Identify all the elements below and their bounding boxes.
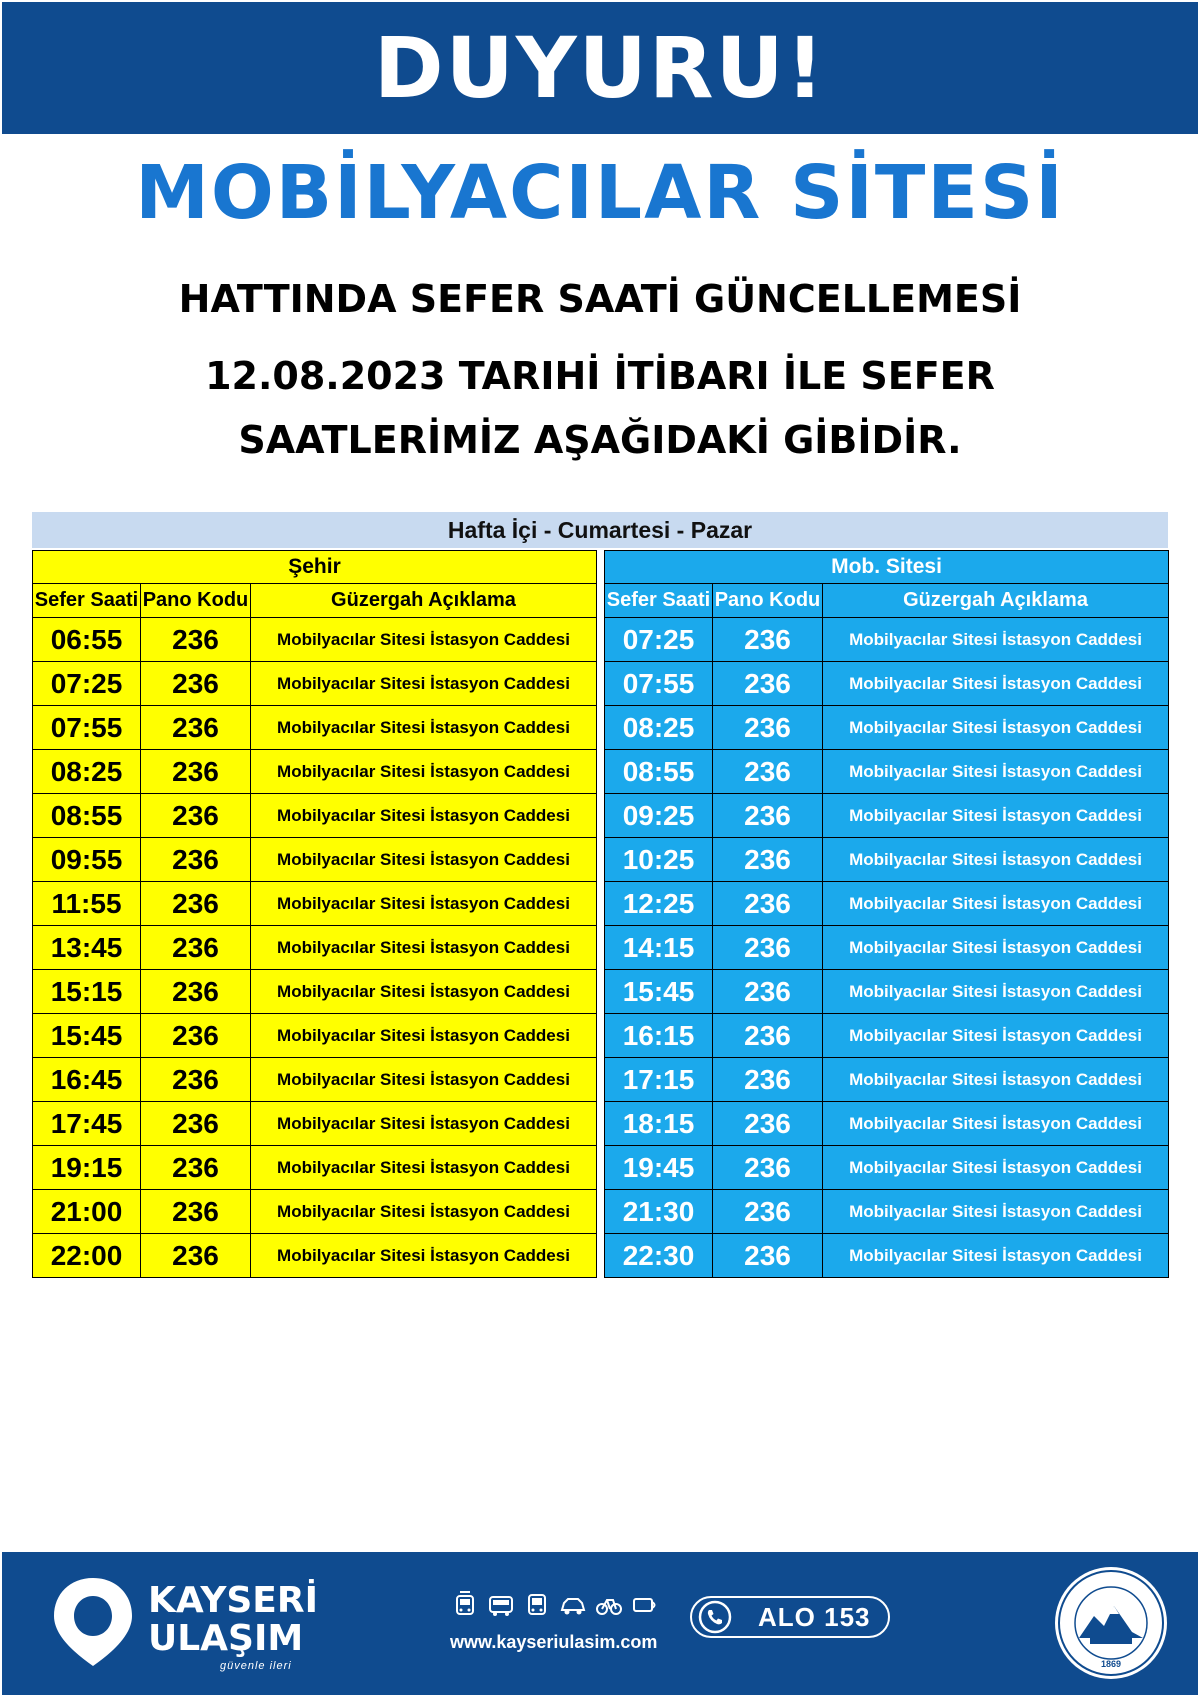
notice-line-1: HATTINDA SEFER SAATİ GÜNCELLEMESİ — [178, 277, 1022, 321]
location-pin-logo-icon — [48, 1574, 138, 1670]
board-code-cell: 236 — [713, 1058, 823, 1102]
route-description-cell: Mobilyacılar Sitesi İstasyon Caddesi — [251, 1234, 597, 1278]
route-description-cell: Mobilyacılar Sitesi İstasyon Caddesi — [251, 706, 597, 750]
board-code-cell: 236 — [141, 970, 251, 1014]
table-row — [605, 838, 1169, 882]
route-description-cell: Mobilyacılar Sitesi İstasyon Caddesi — [823, 1234, 1169, 1278]
trip-time-cell: 19:15 — [33, 1146, 141, 1190]
website-url[interactable]: www.kayseriulasim.com — [450, 1632, 658, 1652]
bus-front-icon — [522, 1590, 552, 1620]
table-row — [33, 1102, 597, 1146]
board-code-cell: 236 — [713, 662, 823, 706]
car-icon — [558, 1590, 588, 1620]
card-icon — [630, 1590, 660, 1620]
trip-time-cell: 22:00 — [33, 1234, 141, 1278]
board-code-cell: 236 — [141, 838, 251, 882]
table-row — [605, 1058, 1169, 1102]
board-code-cell: 236 — [141, 706, 251, 750]
table-row — [33, 882, 597, 926]
table-row — [605, 794, 1169, 838]
table-row — [605, 970, 1169, 1014]
board-code-cell: 236 — [713, 1234, 823, 1278]
trip-time-cell: 08:55 — [605, 750, 713, 794]
column-header-code: Pano Kodu — [713, 584, 823, 618]
column-header-route: Güzergah Açıklama — [251, 584, 597, 618]
table-row — [33, 1058, 597, 1102]
board-code-cell: 236 — [141, 618, 251, 662]
table-row — [605, 618, 1169, 662]
bicycle-icon — [594, 1590, 624, 1620]
transport-icons — [450, 1590, 660, 1626]
route-description-cell: Mobilyacılar Sitesi İstasyon Caddesi — [251, 1058, 597, 1102]
board-code-cell: 236 — [713, 1146, 823, 1190]
trip-time-cell: 17:15 — [605, 1058, 713, 1102]
trip-time-cell: 08:25 — [33, 750, 141, 794]
route-description-cell: Mobilyacılar Sitesi İstasyon Caddesi — [823, 1058, 1169, 1102]
brand-tagline: güvenle ileri — [220, 1660, 292, 1672]
route-description-cell: Mobilyacılar Sitesi İstasyon Caddesi — [251, 794, 597, 838]
route-description-cell: Mobilyacılar Sitesi İstasyon Caddesi — [823, 970, 1169, 1014]
board-code-cell: 236 — [713, 1102, 823, 1146]
table-row — [33, 1234, 597, 1278]
trip-time-cell: 10:25 — [605, 838, 713, 882]
board-code-cell: 236 — [713, 926, 823, 970]
route-description-cell: Mobilyacılar Sitesi İstasyon Caddesi — [823, 1102, 1169, 1146]
route-description-cell: Mobilyacılar Sitesi İstasyon Caddesi — [251, 1146, 597, 1190]
trip-time-cell: 18:15 — [605, 1102, 713, 1146]
route-description-cell: Mobilyacılar Sitesi İstasyon Caddesi — [823, 926, 1169, 970]
board-code-cell: 236 — [141, 1058, 251, 1102]
footer-bar — [2, 1552, 1198, 1695]
schedule-rows — [605, 618, 1169, 1278]
trip-time-cell: 11:55 — [33, 882, 141, 926]
board-code-cell: 236 — [141, 882, 251, 926]
table-row — [33, 662, 597, 706]
schedule-group-mob-sitesi — [604, 550, 1168, 1278]
group-title: Mob. Sitesi — [605, 551, 1169, 584]
table-row — [605, 1190, 1169, 1234]
table-row — [33, 970, 597, 1014]
board-code-cell: 236 — [713, 838, 823, 882]
seal-year: 1869 — [1100, 1659, 1122, 1669]
route-description-cell: Mobilyacılar Sitesi İstasyon Caddesi — [823, 882, 1169, 926]
table-row — [605, 662, 1169, 706]
table-row — [33, 750, 597, 794]
trip-time-cell: 21:30 — [605, 1190, 713, 1234]
table-row — [33, 1014, 597, 1058]
board-code-cell: 236 — [141, 1014, 251, 1058]
board-code-cell: 236 — [713, 706, 823, 750]
trip-time-cell: 14:15 — [605, 926, 713, 970]
notice-line-3: SAATLERİMİZ AŞAĞIDAKİ GİBİDİR. — [238, 418, 962, 462]
trip-time-cell: 09:25 — [605, 794, 713, 838]
board-code-cell: 236 — [713, 618, 823, 662]
table-row — [605, 1102, 1169, 1146]
hotline-badge[interactable] — [690, 1596, 890, 1638]
trip-time-cell: 22:30 — [605, 1234, 713, 1278]
banner-title: DUYURU! — [373, 19, 827, 117]
board-code-cell: 236 — [141, 794, 251, 838]
municipality-seal-icon — [1052, 1564, 1170, 1682]
trip-time-cell: 15:15 — [33, 970, 141, 1014]
brand-name-line-1: KAYSERİ — [148, 1580, 319, 1621]
table-row — [605, 926, 1169, 970]
route-description-cell: Mobilyacılar Sitesi İstasyon Caddesi — [823, 1146, 1169, 1190]
route-description-cell: Mobilyacılar Sitesi İstasyon Caddesi — [823, 706, 1169, 750]
board-code-cell: 236 — [141, 1102, 251, 1146]
trip-time-cell: 07:25 — [605, 618, 713, 662]
table-row — [33, 706, 597, 750]
group-title: Şehir — [33, 551, 597, 584]
table-row — [605, 1146, 1169, 1190]
tram-icon — [450, 1590, 480, 1620]
route-description-cell: Mobilyacılar Sitesi İstasyon Caddesi — [251, 1190, 597, 1234]
notice-line-2: 12.08.2023 TARIHİ İTİBARI İLE SEFER — [205, 354, 995, 398]
board-code-cell: 236 — [141, 1234, 251, 1278]
table-row — [33, 618, 597, 662]
route-description-cell: Mobilyacılar Sitesi İstasyon Caddesi — [251, 926, 597, 970]
route-description-cell: Mobilyacılar Sitesi İstasyon Caddesi — [251, 662, 597, 706]
board-code-cell: 236 — [713, 1014, 823, 1058]
board-code-cell: 236 — [713, 882, 823, 926]
trip-time-cell: 16:15 — [605, 1014, 713, 1058]
board-code-cell: 236 — [141, 750, 251, 794]
trip-time-cell: 17:45 — [33, 1102, 141, 1146]
trip-time-cell: 19:45 — [605, 1146, 713, 1190]
trip-time-cell: 15:45 — [33, 1014, 141, 1058]
table-row — [605, 750, 1169, 794]
table-row — [605, 882, 1169, 926]
board-code-cell: 236 — [141, 662, 251, 706]
table-row — [605, 1014, 1169, 1058]
schedule-rows — [33, 618, 597, 1278]
schedule-group-sehir — [32, 550, 596, 1278]
line-name-title: MOBİLYACILAR SİTESİ — [135, 150, 1065, 236]
route-description-cell: Mobilyacılar Sitesi İstasyon Caddesi — [823, 838, 1169, 882]
route-description-cell: Mobilyacılar Sitesi İstasyon Caddesi — [823, 618, 1169, 662]
table-row — [33, 838, 597, 882]
route-description-cell: Mobilyacılar Sitesi İstasyon Caddesi — [251, 750, 597, 794]
table-row — [33, 1190, 597, 1234]
trip-time-cell: 21:00 — [33, 1190, 141, 1234]
route-description-cell: Mobilyacılar Sitesi İstasyon Caddesi — [251, 970, 597, 1014]
bus-icon — [486, 1590, 516, 1620]
board-code-cell: 236 — [141, 1146, 251, 1190]
table-row — [33, 1146, 597, 1190]
board-code-cell: 236 — [141, 926, 251, 970]
trip-time-cell: 08:25 — [605, 706, 713, 750]
board-code-cell: 236 — [713, 750, 823, 794]
table-row — [605, 706, 1169, 750]
route-description-cell: Mobilyacılar Sitesi İstasyon Caddesi — [823, 1014, 1169, 1058]
trip-time-cell: 13:45 — [33, 926, 141, 970]
top-banner — [2, 2, 1198, 134]
trip-time-cell: 06:55 — [33, 618, 141, 662]
column-header-code: Pano Kodu — [141, 584, 251, 618]
route-description-cell: Mobilyacılar Sitesi İstasyon Caddesi — [823, 662, 1169, 706]
table-row — [33, 794, 597, 838]
phone-icon — [698, 1600, 732, 1634]
table-row — [605, 1234, 1169, 1278]
route-description-cell: Mobilyacılar Sitesi İstasyon Caddesi — [823, 750, 1169, 794]
route-description-cell: Mobilyacılar Sitesi İstasyon Caddesi — [251, 882, 597, 926]
trip-time-cell: 16:45 — [33, 1058, 141, 1102]
trip-time-cell: 07:55 — [33, 706, 141, 750]
route-description-cell: Mobilyacılar Sitesi İstasyon Caddesi — [251, 618, 597, 662]
board-code-cell: 236 — [141, 1190, 251, 1234]
route-description-cell: Mobilyacılar Sitesi İstasyon Caddesi — [823, 794, 1169, 838]
trip-time-cell: 09:55 — [33, 838, 141, 882]
trip-time-cell: 08:55 — [33, 794, 141, 838]
trip-time-cell: 12:25 — [605, 882, 713, 926]
trip-time-cell: 07:25 — [33, 662, 141, 706]
hotline-number: ALO 153 — [758, 1601, 871, 1632]
route-description-cell: Mobilyacılar Sitesi İstasyon Caddesi — [823, 1190, 1169, 1234]
period-header: Hafta İçi - Cumartesi - Pazar — [32, 512, 1168, 548]
column-header-route: Güzergah Açıklama — [823, 584, 1169, 618]
trip-time-cell: 15:45 — [605, 970, 713, 1014]
board-code-cell: 236 — [713, 794, 823, 838]
column-header-time: Sefer Saati — [605, 584, 713, 618]
trip-time-cell: 07:55 — [605, 662, 713, 706]
route-description-cell: Mobilyacılar Sitesi İstasyon Caddesi — [251, 838, 597, 882]
route-description-cell: Mobilyacılar Sitesi İstasyon Caddesi — [251, 1102, 597, 1146]
column-header-time: Sefer Saati — [33, 584, 141, 618]
board-code-cell: 236 — [713, 1190, 823, 1234]
brand-name-line-2: ULAŞIM — [148, 1618, 304, 1659]
table-row — [33, 926, 597, 970]
route-description-cell: Mobilyacılar Sitesi İstasyon Caddesi — [251, 1014, 597, 1058]
board-code-cell: 236 — [713, 970, 823, 1014]
